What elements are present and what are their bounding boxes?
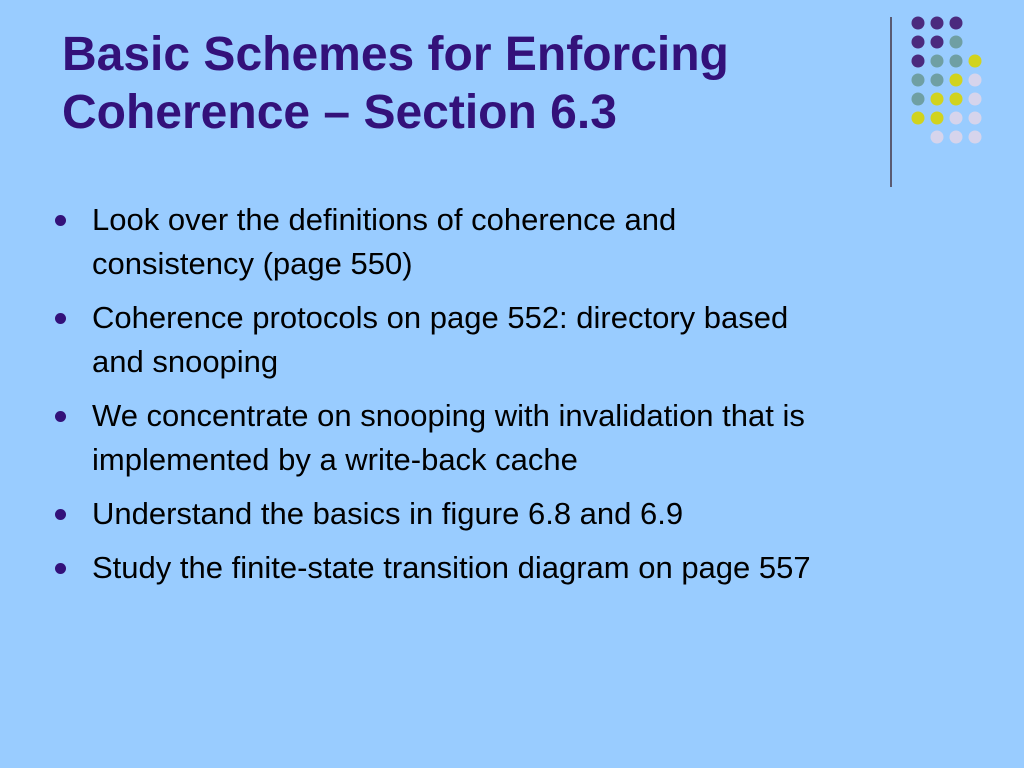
bullet-line: We concentrate on snooping with invalidation that is xyxy=(92,398,805,433)
bullet-line: Study the finite-state transition diagram on page 557 xyxy=(92,550,811,585)
bullet-list xyxy=(55,198,975,600)
bullet-item xyxy=(55,546,975,590)
vertical-divider xyxy=(890,17,892,187)
decorative-dot xyxy=(969,74,982,87)
decorative-dot xyxy=(912,74,925,87)
decorative-dot xyxy=(931,131,944,144)
slide-title-line: Coherence – Section 6.3 xyxy=(62,86,617,139)
decorative-dot xyxy=(950,131,963,144)
bullet-line: implemented by a write-back cache xyxy=(92,442,578,477)
decorative-dot xyxy=(912,55,925,68)
bullet-dot-icon xyxy=(55,509,66,520)
bullet-line: Coherence protocols on page 552: directory based xyxy=(92,300,789,335)
slide-title xyxy=(62,26,862,142)
decorative-dot xyxy=(931,74,944,87)
bullet-line: Look over the definitions of coherence and xyxy=(92,202,677,237)
decorative-dot xyxy=(950,36,963,49)
bullet-item xyxy=(55,492,975,536)
decorative-dot xyxy=(950,93,963,106)
decorative-dot xyxy=(969,93,982,106)
bullet-dot-icon xyxy=(55,411,66,422)
decorative-dot xyxy=(969,112,982,125)
decorative-dot xyxy=(950,55,963,68)
bullet-dot-icon xyxy=(55,313,66,324)
decorative-dot xyxy=(912,17,925,30)
decorative-dot xyxy=(912,93,925,106)
decorative-dot xyxy=(950,17,963,30)
decorative-dot xyxy=(931,36,944,49)
decorative-dot xyxy=(969,55,982,68)
decorative-dot xyxy=(931,55,944,68)
bullet-item xyxy=(55,198,975,286)
bullet-dot-icon xyxy=(55,563,66,574)
bullet-line: and snooping xyxy=(92,344,279,379)
decorative-dot xyxy=(931,93,944,106)
bullet-dot-icon xyxy=(55,215,66,226)
decorative-dot xyxy=(950,74,963,87)
decorative-dot xyxy=(912,112,925,125)
bullet-line: Understand the basics in figure 6.8 and 6.9 xyxy=(92,496,684,531)
bullet-line: consistency (page 550) xyxy=(92,246,413,281)
bullet-item xyxy=(55,394,975,482)
decorative-dot xyxy=(931,112,944,125)
bullet-item xyxy=(55,296,975,384)
decorative-dot xyxy=(969,131,982,144)
decorative-dot xyxy=(950,112,963,125)
decorative-dot xyxy=(912,36,925,49)
slide-title-line: Basic Schemes for Enforcing xyxy=(62,28,729,81)
decorative-dot xyxy=(931,17,944,30)
